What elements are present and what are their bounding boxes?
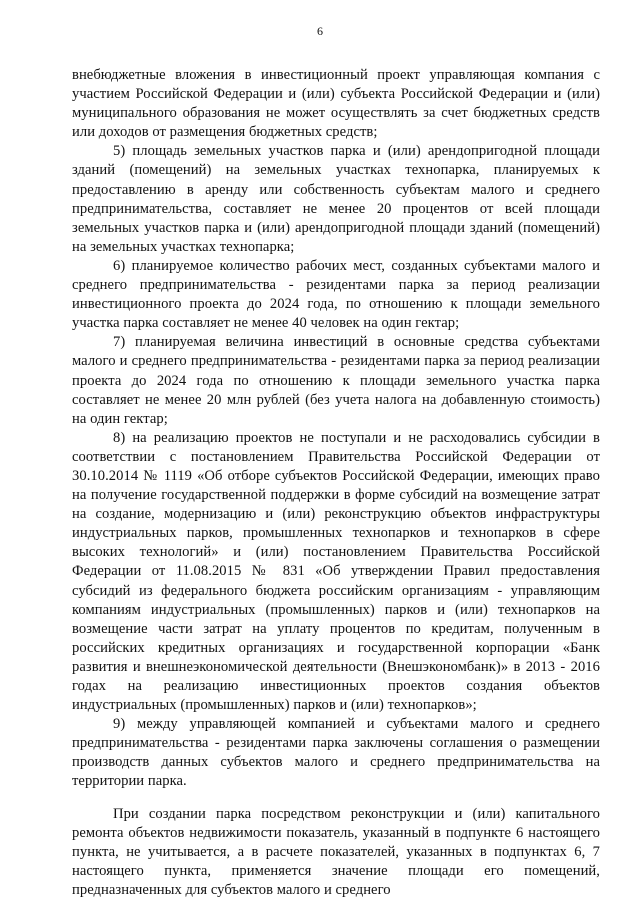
- paragraph-item-5: 5) площадь земельных участков парка и (или) арендопригодной площади зданий (помещений) на земельных участках технопарка, планируемых к предоставлению в аренду или собственность субъектам малого и среднего предпринимательства, составляет не менее 20 процентов от всей площади земельных участков парка и (или) арендопригодной площади зданий (помещений) на земельных участках технопарка;: [72, 143, 600, 255]
- paragraph-item-7: 7) планируемая величина инвестиций в основные средства субъектами малого и среднего предпринимательства - резидентами парка за период реализации проекта до 2024 года по отношению к площади земельного участка парка составляет не менее 20 млн рублей (без учета налога на добавленную стоимость) на один гектар;: [72, 334, 600, 427]
- paragraph-reconstruction-note: При создании парка посредством реконструкции и (или) капитального ремонта объектов недвижимости показатель, указанный в подпункте 6 настоящего пункта, не учитывается, а в расчете показателей, указанных в подпунктах 6, 7 настоящего пункта, применяется значение площади его помещений, предназначенных для субъектов малого и среднего: [72, 805, 600, 898]
- page-number: 6: [317, 24, 323, 38]
- paragraph-continuation: внебюджетные вложения в инвестиционный проект управляющая компания с участием Российской Федерации и (или) субъекта Российской Федерации и (или) муниципального образования не может осуществлять за счет бюджетных средств или доходов от размещения бюджетных средств;: [72, 67, 600, 141]
- paragraph-item-6: 6) планируемое количество рабочих мест, созданных субъектами малого и среднего предпринимательства - резидентами парка за период реализации инвестиционного проекта до 2024 года, по отношению к площади земельного участка парка составляет не менее 40 человек на один гектар;: [72, 257, 600, 332]
- paragraph-item-9: 9) между управляющей компанией и субъектами малого и среднего предпринимательства - резидентами парка заключены соглашения о размещении производств данных субъектов малого и среднего предпринимательства на территории парка.: [72, 716, 600, 790]
- document-body: [72, 66, 600, 900]
- paragraph-item-8: 8) на реализацию проектов не поступали и не расходовались субсидии в соответствии с постановлением Правительства Российской Федерации от 30.10.2014 № 1119 «Об отборе субъектов Российской Федерации, имеющих право на получение государственной поддержки в форме субсидий на возмещение затрат на создание, модернизацию и (или) реконструкцию объектов инфраструктуры индустриальных парков, промышленных технопарков и технопарков в сфере высоких технологий» и (или) постановлением Правительства Российской Федерации от 11.08.2015 № 831 «Об утверждении Правил предоставления субсидий из федерального бюджета российским организациям - управляющим компаниям индустриальных (промышленных) парков и (или) технопарков на возмещение части затрат на уплату процентов по кредитам, полученным в российских кредитных организациях и государственной корпорации «Банк развития и внешнеэкономической деятельности (Внешэкономбанк)» в 2013 - 2016 годах на реализацию инвестиционных проектов создания объектов индустриальных (промышленных) парков и (или) технопарков»;: [72, 429, 600, 714]
